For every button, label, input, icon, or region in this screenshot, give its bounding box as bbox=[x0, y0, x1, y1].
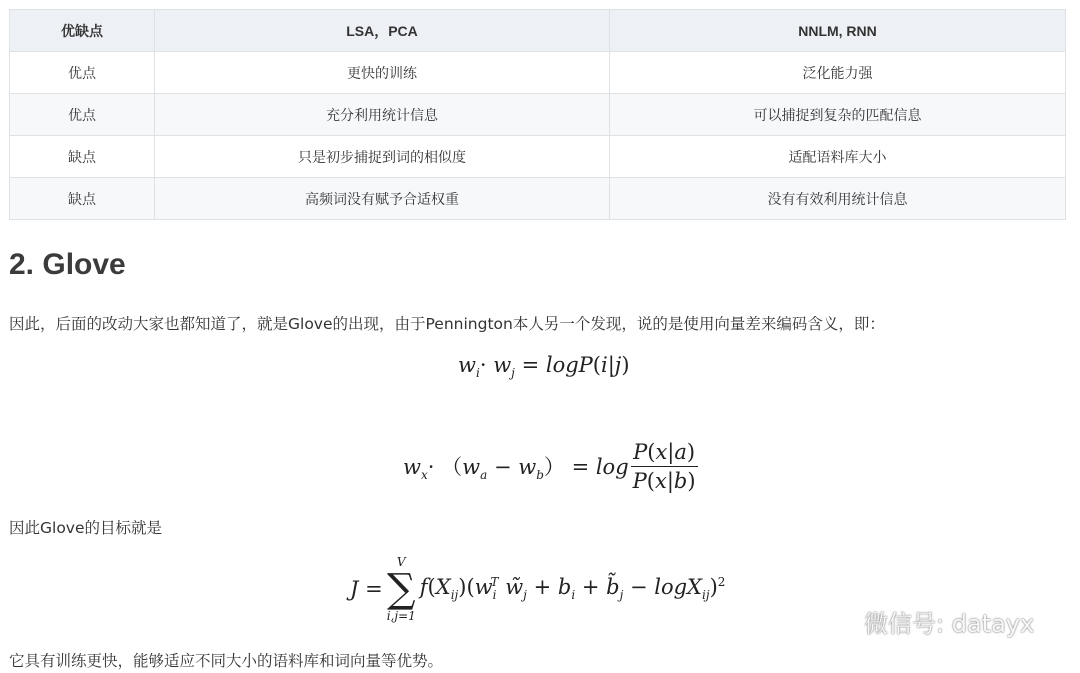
goal-paragraph: 因此Glove的目标就是 bbox=[9, 519, 163, 537]
table-cell: 缺点 bbox=[10, 178, 155, 220]
watermark-text: 微信号: datayx bbox=[864, 610, 1035, 638]
table-row bbox=[10, 136, 1066, 178]
wechat-icon bbox=[812, 605, 856, 639]
summation-symbol: V ∑ i,j=1 bbox=[386, 555, 416, 623]
table-cell: 没有有效利用统计信息 bbox=[610, 178, 1066, 220]
equation-vector-difference: $w_x\cdot (w_a - w_b) = \log$ $\frac{P(x|a)}{P(x|b)}$ bbox=[403, 440, 696, 493]
equation-dot-product: $w_i\cdot w_j = \log P(i|j)$ bbox=[458, 353, 630, 381]
table-cell: 适配语料库大小 bbox=[610, 136, 1066, 178]
table-cell: 优点 bbox=[10, 52, 155, 94]
table-cell: 缺点 bbox=[10, 136, 155, 178]
table-cell: 更快的训练 bbox=[155, 52, 610, 94]
table-cell: 高频词没有赋予合适权重 bbox=[155, 178, 610, 220]
equation-glove-objective: J = V ∑ i,j=1 $f(X_{ij})(w_i^T$ $w̃_j + b_i$ + $b̃_j - \log X_{ij})^2$ bbox=[350, 555, 726, 623]
table-header-cell: LSA，PCA bbox=[155, 10, 610, 52]
watermark bbox=[812, 604, 1034, 639]
table-cell: 只是初步捕捉到词的相似度 bbox=[155, 136, 610, 178]
table-header-row bbox=[10, 10, 1066, 52]
equation-fraction: $\frac{P(x|a)}{P(x|b)}$ bbox=[632, 440, 696, 493]
table-cell: 充分利用统计信息 bbox=[155, 94, 610, 136]
table-cell: 优点 bbox=[10, 94, 155, 136]
comparison-table bbox=[9, 9, 1066, 220]
conclusion-paragraph: 它具有训练更快，能够适应不同大小的语料库和词向量等优势。 bbox=[9, 652, 444, 670]
table-row bbox=[10, 52, 1066, 94]
table-cell: 泛化能力强 bbox=[610, 52, 1066, 94]
table-row bbox=[10, 178, 1066, 220]
table-header-cell: NNLM, RNN bbox=[610, 10, 1066, 52]
intro-paragraph: 因此，后面的改动大家也都知道了，就是Glove的出现，由于Pennington本人另一个发现，说的是使用向量差来编码含义，即： bbox=[9, 315, 885, 333]
section-heading: 2. Glove bbox=[9, 248, 126, 281]
table-header-cell: 优缺点 bbox=[10, 10, 155, 52]
table-cell: 可以捕捉到复杂的匹配信息 bbox=[610, 94, 1066, 136]
table-row bbox=[10, 94, 1066, 136]
